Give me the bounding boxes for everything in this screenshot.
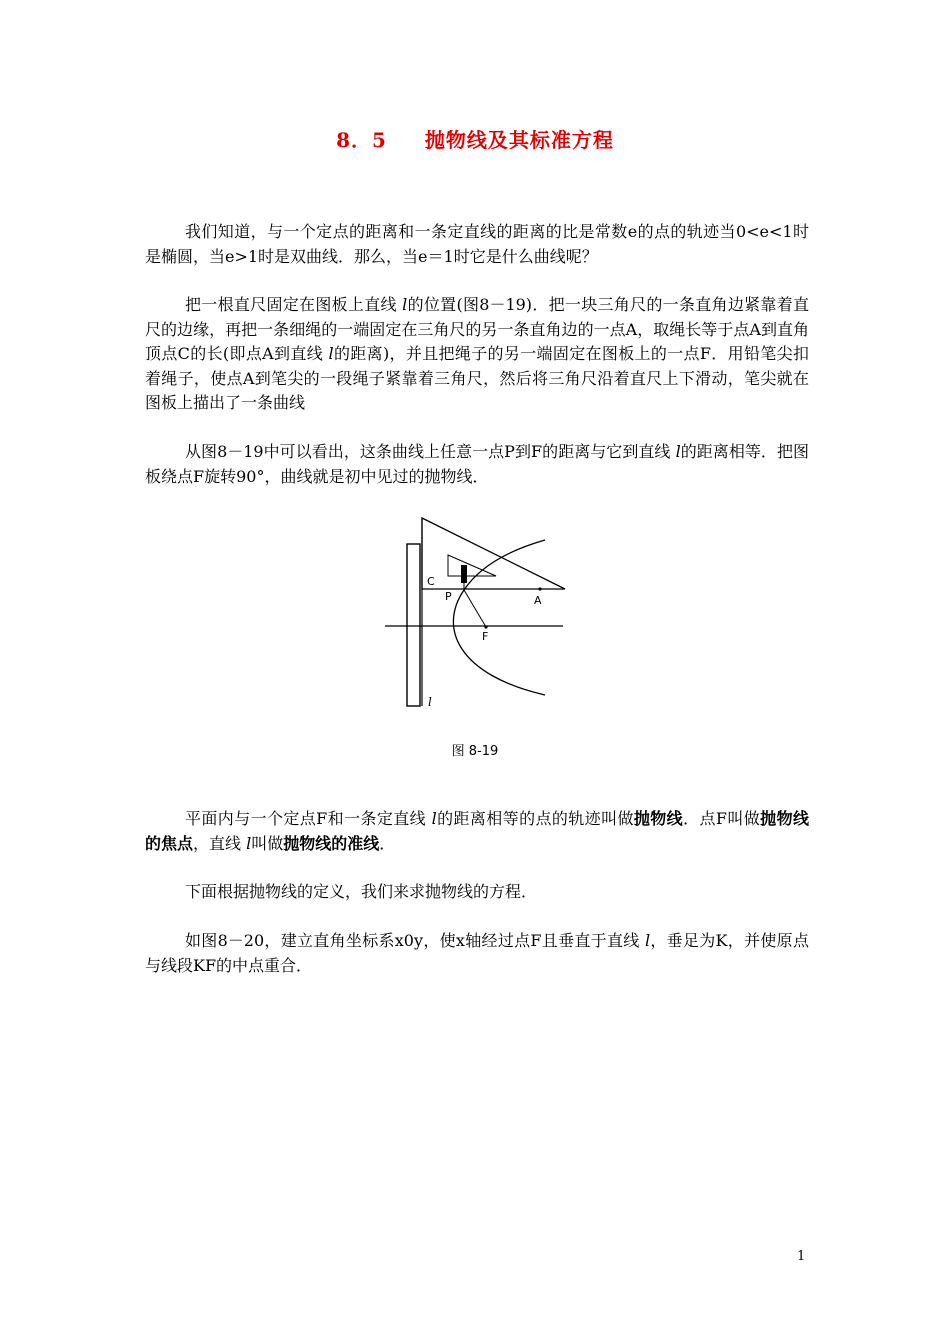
line-l-symbol: l: [675, 442, 681, 461]
paragraph-observation: [145, 440, 809, 489]
pencil: [461, 565, 467, 583]
point-A: [538, 587, 541, 590]
observation-text: 从图8－19中可以看出，这条曲线上任意一点P到F的距离与它到直线 l的距离相等．把图板绕点F旋转90°，曲线就是初中见过的抛物线．: [145, 442, 809, 486]
label-P: P: [445, 590, 452, 603]
section-number: 8．5: [336, 128, 387, 152]
term-parabola: 抛物线: [633, 809, 684, 828]
label-A: A: [534, 594, 542, 607]
line-l-symbol: l: [644, 931, 651, 950]
coordinates-text: 如图8－20，建立直角坐标系x0y，使x轴经过点F且垂直于直线 l，垂足为K，并使原点与线段KF的中点重合．: [145, 931, 809, 975]
line-l-symbol: l: [431, 809, 437, 828]
term-directrix: 抛物线的准线: [283, 833, 380, 853]
ruler: [407, 544, 420, 706]
paragraph-method: [145, 880, 809, 905]
definition-text: 平面内与一个定点F和一条定直线 l的距离相等的点的轨迹叫做抛物线．点F叫做抛物线的焦点，直线 l叫做抛物线的准线．: [145, 809, 809, 853]
term-focus: 抛物线的焦点: [145, 809, 809, 853]
section-title: [0, 124, 950, 153]
line-l-symbol: l: [328, 344, 334, 363]
paragraph-intro: [145, 220, 809, 269]
construction-text: 把一根直尺固定在图板上直线 l的位置(图8－19)．把一块三角尺的一条直角边紧靠着直尺的边缘，再把一条细绳的一端固定在三角尺的另一条直角边的一点A，取绳长等于点A到直角顶点C的长(即点A到直线 l的距离)，并且把绳子的另一端固定在图板上的一点F．用铅笔尖扣着绳子，使点A到笔尖的一段绳子紧靠着三角尺，然后将三角尺沿着直尺上下滑动，笔尖就在图板上描出了一条曲线: [145, 295, 809, 412]
set-square: [422, 518, 565, 589]
paragraph-definition: [145, 807, 809, 856]
line-l-symbol: l: [246, 833, 252, 853]
paragraph-coordinates: [145, 929, 809, 978]
figure-8-19: [380, 510, 570, 710]
paragraph-construction: [145, 293, 809, 416]
section-title-text: 抛物线及其标准方程: [424, 128, 614, 152]
string-PF: [464, 590, 486, 627]
label-F: F: [482, 630, 489, 643]
label-l: l: [428, 695, 432, 709]
label-C: C: [427, 575, 435, 588]
line-l-symbol: l: [402, 295, 408, 314]
point-F: [484, 625, 487, 628]
method-text: 下面根据抛物线的定义，我们来求抛物线的方程．: [185, 882, 538, 901]
figure-caption: 图 8-19: [451, 744, 499, 759]
intro-text: 我们知道，与一个定点的距离和一条定直线的距离的比是常数e的点的轨迹当0<e<1时是椭圆，当e>1时是双曲线．那么，当e＝1时它是什么曲线呢？: [145, 222, 809, 266]
page-number: 1: [797, 1249, 806, 1264]
